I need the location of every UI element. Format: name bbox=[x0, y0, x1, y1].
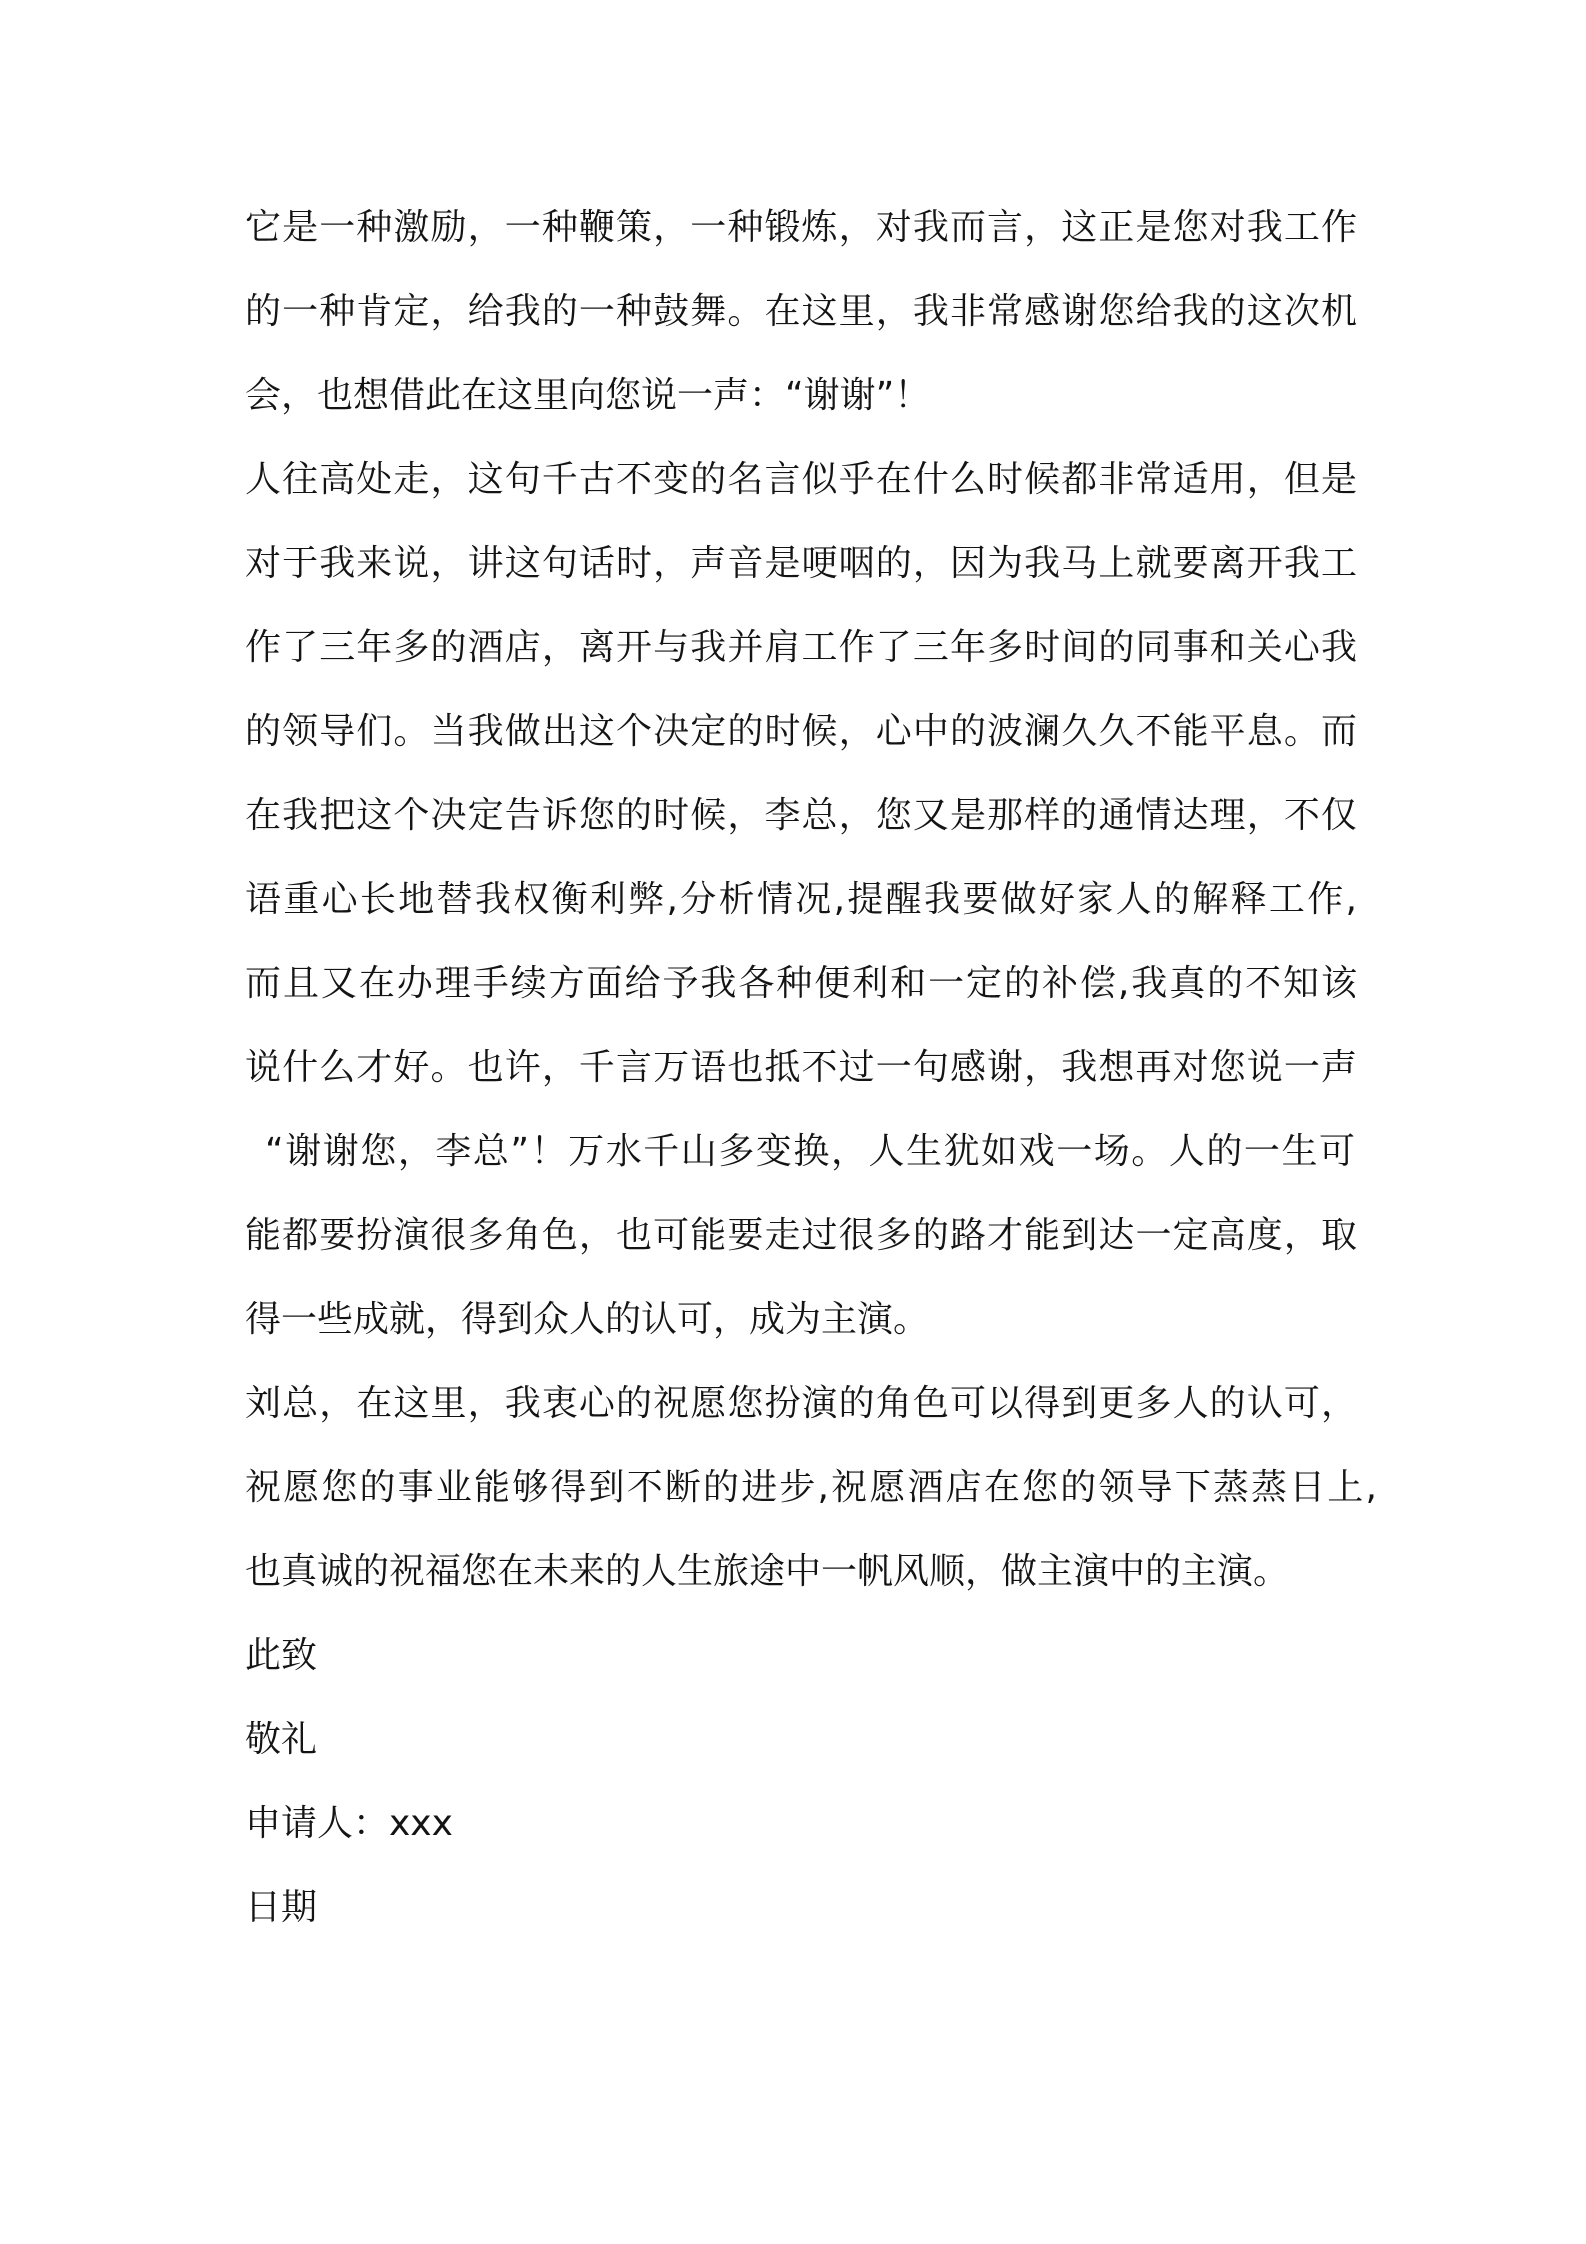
paragraph-gratitude bbox=[245, 186, 1385, 438]
letter-body bbox=[245, 186, 1385, 1950]
text-line: 得一些成就，得到众人的认可，成为主演。 bbox=[245, 1299, 930, 1340]
paragraph-farewell bbox=[245, 438, 1385, 1362]
text-line: 能都要扮演很多角色，也可能要走过很多的路才能到达一定高度，取 bbox=[245, 1215, 1357, 1256]
text-line: 人往高处走，这句千古不变的名言似乎在什么时候都非常适用，但是 bbox=[245, 459, 1357, 500]
closing-respect: 敬礼 bbox=[245, 1719, 318, 1760]
letter-closing bbox=[245, 1614, 1385, 1950]
text-line: 的一种肯定，给我的一种鼓舞。在这里，我非常感谢您给我的这次机 bbox=[245, 291, 1357, 332]
text-line: 作了三年多的酒店，离开与我并肩工作了三年多时间的同事和关心我 bbox=[245, 627, 1357, 668]
text-line: 刘总，在这里，我衷心的祝愿您扮演的角色可以得到更多人的认可， bbox=[245, 1383, 1357, 1424]
letter-date: 日期 bbox=[245, 1887, 318, 1928]
text-line: “谢谢您，李总”！万水千山多变换，人生犹如戏一场。人的一生可 bbox=[265, 1131, 1355, 1172]
text-line: 而且又在办理手续方面给予我各种便利和一定的补偿,我真的不知该 bbox=[245, 963, 1357, 1004]
text-line: 会，也想借此在这里向您说一声：“谢谢”！ bbox=[245, 375, 931, 416]
text-line: 在我把这个决定告诉您的时候，李总，您又是那样的通情达理，不仅 bbox=[245, 795, 1357, 836]
text-line: 祝愿您的事业能够得到不断的进步,祝愿酒店在您的领导下蒸蒸日上, bbox=[245, 1467, 1377, 1508]
text-line: 也真诚的祝福您在未来的人生旅途中一帆风顺，做主演中的主演。 bbox=[245, 1551, 1290, 1592]
text-line: 说什么才好。也许，千言万语也抵不过一句感谢，我想再对您说一声 bbox=[245, 1047, 1357, 1088]
applicant-signature: 申请人：xxx bbox=[245, 1803, 453, 1844]
text-line: 的领导们。当我做出这个决定的时候，心中的波澜久久不能平息。而 bbox=[245, 711, 1357, 752]
text-line: 语重心长地替我权衡利弊,分析情况,提醒我要做好家人的解释工作, bbox=[245, 879, 1357, 920]
text-line: 对于我来说，讲这句话时，声音是哽咽的，因为我马上就要离开我工 bbox=[245, 543, 1357, 584]
paragraph-wishes bbox=[245, 1362, 1385, 1614]
text-line: 它是一种激励，一种鞭策，一种锻炼，对我而言，这正是您对我工作 bbox=[245, 207, 1357, 248]
closing-salutation: 此致 bbox=[245, 1635, 318, 1676]
